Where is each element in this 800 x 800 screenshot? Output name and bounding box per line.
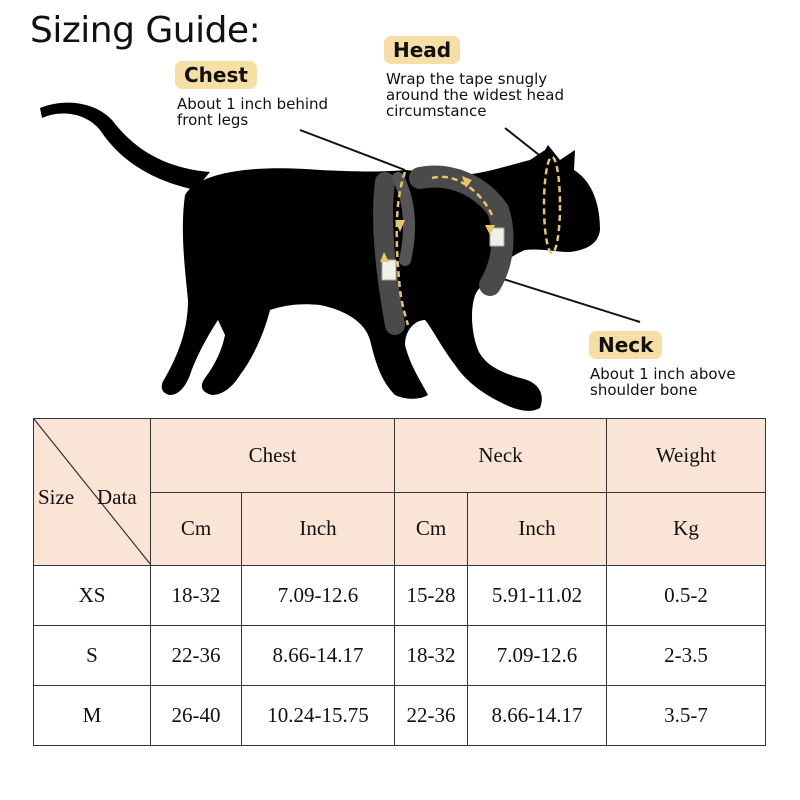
header-neck: Neck (395, 419, 607, 493)
header-weight: Weight (607, 419, 766, 493)
neck-description: About 1 inch above shoulder bone (590, 365, 736, 399)
unit-neck-inch: Inch (468, 492, 607, 566)
weight-kg-cell: 3.5-7 (607, 686, 766, 746)
neck-inch-cell: 7.09-12.6 (468, 626, 607, 686)
unit-neck-cm: Cm (395, 492, 468, 566)
row-size: M (34, 686, 151, 746)
chest-tag: Chest (175, 61, 257, 89)
corner-size-label: Size (38, 485, 75, 509)
chest-inch-cell: 10.24-15.75 (242, 686, 395, 746)
size-data-corner-cell (34, 419, 151, 566)
head-description: Wrap the tape snugly around the widest head circumstance (386, 70, 564, 120)
header-chest: Chest (151, 419, 395, 493)
table-row-s (34, 626, 766, 686)
harness-buckle-left (382, 260, 396, 280)
weight-kg-cell: 0.5-2 (607, 566, 766, 626)
cat-silhouette (40, 103, 600, 411)
chest-description: About 1 inch behind front legs (177, 95, 329, 129)
neck-cm-cell: 18-32 (395, 626, 468, 686)
unit-chest-cm: Cm (151, 492, 242, 566)
neck-tag: Neck (589, 331, 662, 359)
corner-data-label: Data (97, 485, 137, 509)
neck-inch-cell: 5.91-11.02 (468, 566, 607, 626)
unit-weight-kg: Kg (607, 492, 766, 566)
chest-inch-cell: 7.09-12.6 (242, 566, 395, 626)
neck-pointer-line (500, 278, 640, 322)
row-size: XS (34, 566, 151, 626)
neck-cm-cell: 15-28 (395, 566, 468, 626)
head-tag: Head (384, 36, 460, 64)
table-row-xs (34, 566, 766, 626)
chest-cm-cell: 26-40 (151, 686, 242, 746)
size-chart-table (33, 418, 766, 746)
neck-cm-cell: 22-36 (395, 686, 468, 746)
row-size: S (34, 626, 151, 686)
page-title: Sizing Guide: (30, 10, 261, 51)
chest-pointer-line (300, 130, 405, 170)
chest-cm-cell: 18-32 (151, 566, 242, 626)
neck-inch-cell: 8.66-14.17 (468, 686, 607, 746)
weight-kg-cell: 2-3.5 (607, 626, 766, 686)
chest-cm-cell: 22-36 (151, 626, 242, 686)
unit-chest-inch: Inch (242, 492, 395, 566)
table-row-m (34, 686, 766, 746)
chest-inch-cell: 8.66-14.17 (242, 626, 395, 686)
